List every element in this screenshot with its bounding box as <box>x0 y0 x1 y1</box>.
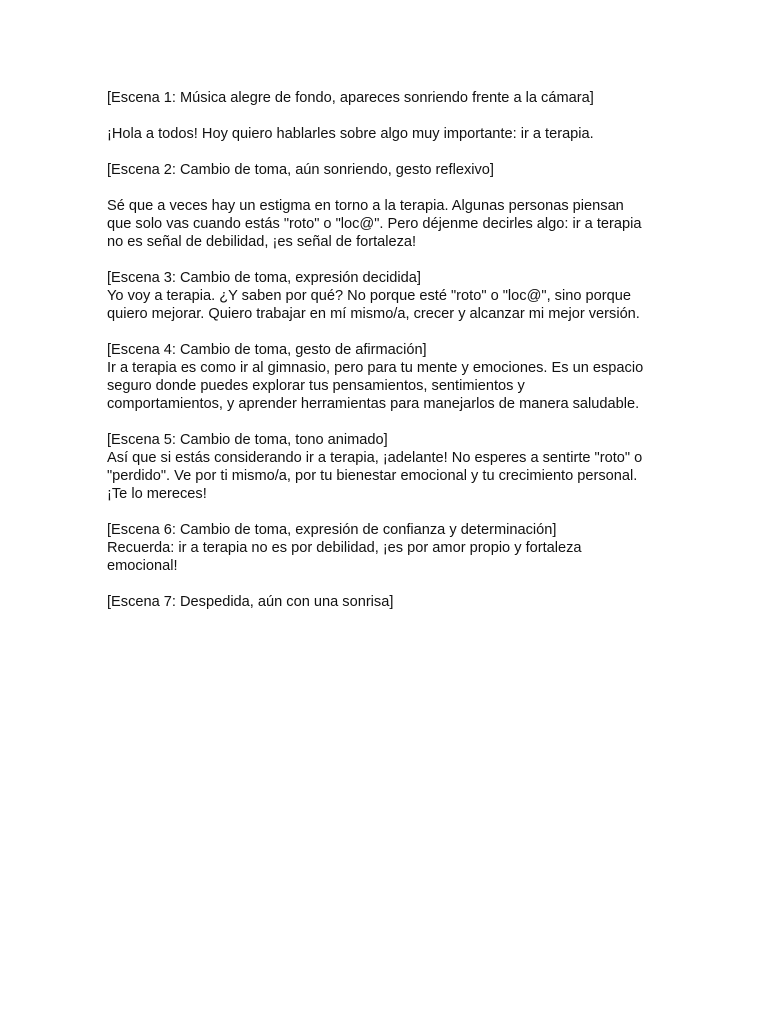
paragraph <box>107 125 667 143</box>
text-line: Yo voy a terapia. ¿Y saben por qué? No porque esté "roto" o "loc@", sino porque <box>107 288 631 304</box>
script-text <box>107 89 667 629</box>
text-line: Así que si estás considerando ir a terapia, ¡adelante! No esperes a sentirte "roto" o <box>107 450 643 466</box>
paragraph <box>107 161 667 179</box>
text-line: [Escena 3: Cambio de toma, expresión decidida] <box>107 270 421 286</box>
text-line: [Escena 1: Música alegre de fondo, apareces sonriendo frente a la cámara] <box>107 90 594 106</box>
text-line: emocional! <box>107 558 178 574</box>
text-line: [Escena 7: Despedida, aún con una sonrisa] <box>107 594 394 610</box>
text-line: que solo vas cuando estás "roto" o "loc@". Pero déjenme decirles algo: ir a terapia <box>107 216 642 232</box>
paragraph <box>107 521 667 575</box>
text-line: "perdido". Ve por ti mismo/a, por tu bienestar emocional y tu crecimiento personal. <box>107 468 638 484</box>
paragraph <box>107 341 667 413</box>
paragraph <box>107 269 667 323</box>
text-line: seguro donde puedes explorar tus pensamientos, sentimientos y <box>107 378 525 394</box>
text-line: [Escena 2: Cambio de toma, aún sonriendo, gesto reflexivo] <box>107 162 494 178</box>
text-line: Sé que a veces hay un estigma en torno a la terapia. Algunas personas piensan <box>107 198 624 214</box>
text-line: Ir a terapia es como ir al gimnasio, pero para tu mente y emociones. Es un espacio <box>107 360 644 376</box>
text-line: quiero mejorar. Quiero trabajar en mí mismo/a, crecer y alcanzar mi mejor versión. <box>107 306 640 322</box>
text-line: Recuerda: ir a terapia no es por debilidad, ¡es por amor propio y fortaleza <box>107 540 582 556</box>
text-line: ¡Hola a todos! Hoy quiero hablarles sobre algo muy importante: ir a terapia. <box>107 126 594 142</box>
paragraph <box>107 89 667 107</box>
text-line: comportamientos, y aprender herramientas para manejarlos de manera saludable. <box>107 396 640 412</box>
text-line: [Escena 5: Cambio de toma, tono animado] <box>107 432 388 448</box>
text-line: [Escena 6: Cambio de toma, expresión de confianza y determinación] <box>107 522 557 538</box>
text-line: ¡Te lo mereces! <box>107 486 207 502</box>
paragraph <box>107 431 667 503</box>
text-line: no es señal de debilidad, ¡es señal de fortaleza! <box>107 234 417 250</box>
paragraph <box>107 593 667 611</box>
text-line: [Escena 4: Cambio de toma, gesto de afirmación] <box>107 342 427 358</box>
paragraph <box>107 197 667 251</box>
